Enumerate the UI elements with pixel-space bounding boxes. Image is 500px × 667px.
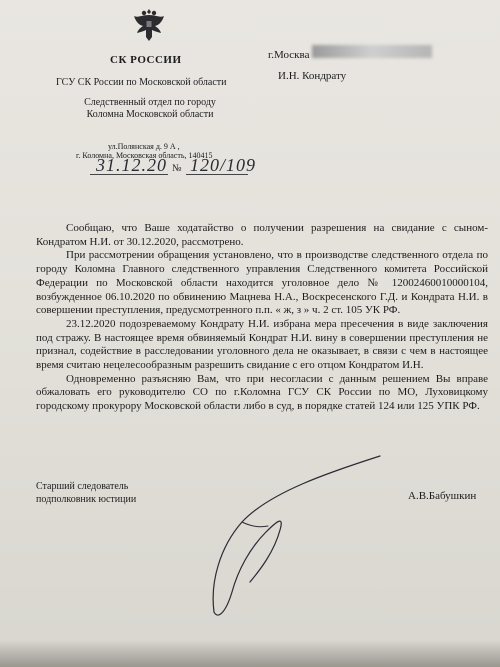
- paragraph-decision: Сообщаю, что Ваше ходатайство о получении разрешения на свидание с сыном- Кондратом Н.И. от 30.12.2020, рассмотрено.: [36, 222, 488, 248]
- signer-position: Старший следователь: [36, 481, 129, 492]
- recipient-city: г.Москва: [268, 49, 310, 61]
- letter-body: [36, 222, 488, 414]
- handwritten-signature: [180, 452, 390, 622]
- handwritten-date: 31.12.20: [96, 155, 167, 175]
- recipient-name: И.Н. Кондрату: [278, 70, 347, 82]
- signer-rank: подполковник юстиции: [36, 494, 137, 505]
- number-label: №: [172, 163, 182, 174]
- paragraph-case-info: При рассмотрении обращения установлено, что в производстве следственного отдела по городу Коломна Главного следственного управления Следственного комитета Российской Федерации по Московской области находится уголовное дело № 12002460010000104, возбужденное 06.10.2020 по обвинению Мацнева Н.А., Воскресенского Г.Д. и Кондрата Н.И. в совершении преступления, предусмотренного п.п. « ж, з » ч. 2 ст. 105 УК РФ.: [36, 249, 488, 317]
- department-name: Следственный отдел по городу Коломна Московской области: [84, 97, 216, 120]
- paragraph-detention: 23.12.2020 подозреваемому Кондрату Н.И. избрана мера пресечения в виде заключения под стражу. В настоящее время обвиняемый Кондрат Н.И. вину в совершении преступления не признал, содействие в расследовании уголовного дела не оказывает, в связи с чем в настоящее время считаю нецелесообразным разрешить свидание с его отцом Кондратом И.Н.: [36, 317, 488, 372]
- handwritten-number: 120/109: [190, 155, 257, 175]
- page-shadow: [0, 640, 500, 667]
- redacted-address: [312, 45, 432, 58]
- address-street: ул.Полянская д. 9 А ,: [108, 142, 180, 151]
- paragraph-appeal-rights: Одновременно разъясняю Вам, что при несогласии с данным решением Вы вправе обжаловать его руководителю СО по г.Коломна ГСУ СК России по МО, Луховицкому городскому прокурору Московской области либо в суд, в порядке статей 124 или 125 УПК РФ.: [36, 372, 488, 413]
- signer-name: А.В.Бабушкин: [408, 490, 477, 502]
- address-city: г. Коломна, Московская область, 140415: [76, 151, 213, 160]
- org-title: СК РОССИИ: [110, 54, 182, 66]
- org-branch: ГСУ СК России по Московской области: [56, 77, 227, 88]
- double-headed-eagle-icon: [132, 6, 166, 44]
